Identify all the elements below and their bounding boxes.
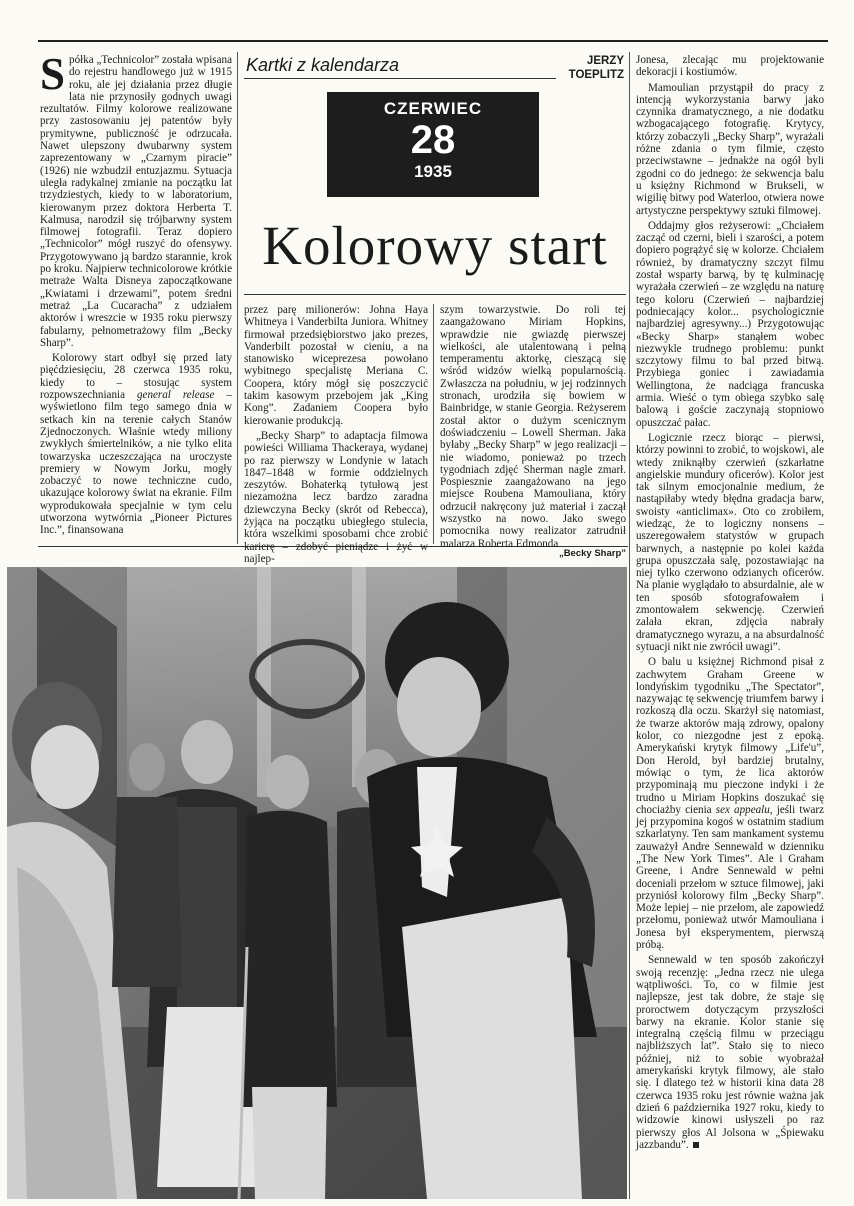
paragraph: Sennewald w ten sposób zakończył swoją recenzję: „Jedna rzecz nie ulega wątpliwości. To, co w filmie jest najlepsze, jest tak dobre, że staje się proroctwem dotyczącym przyszłości barwy na ekranie. Kolor stanie się integralną częścią filmu w przeciągu najbliższych lat”. Stało się to nieco później, niż to sobie wyobrażał amerykański krytyk filmowy, ale stało się. I dlatego też w historii kina data 28 czerwca 1935 roku jest równie ważna jak dzień 6 października 1927 roku, kiedy to widzowie kinowi usłyszeli po raz pierwszy głos Al Jolsona w „Śpiewaku jazzbandu”. — [636, 954, 824, 1151]
column-divider-1 — [237, 52, 238, 544]
drop-cap: S — [40, 49, 66, 99]
paragraph: szym towarzystwie. Do roli tej zaangażowano Miriam Hopkins, wprawdzie nie gwiazdę pierwszej wielkości, ale utalentowaną i pełną temperamentu aktorkę, cieszącą się wśród widzów wielką popularnością. Zwłaszcza na południu, w jej rodzinnych stronach, urodziła się bowiem w Bainbridge, w stanie Georgia. Reżyserem został aktor o dużym scenicznym doświadczeniu – Lowell Sherman. Jaka byłaby „Becky Sharp” w jego realizacji – nie wiadomo, ponieważ po trzech tygodniach zdjęć Sherman nagle zmarł. Pospiesznie zaangażowano na jego miejsce Roubena Mamouliana, który odrzucił nakręcony już materiał i zaczął wszystko na nowo. Jako swego pomocnika nowy realizator zatrudnił malarza Roberta Edmonda — [440, 304, 626, 550]
section-kicker: Kartki z kalendarza — [246, 55, 400, 75]
date-month: CZERWIEC — [383, 99, 483, 118]
paragraph: Logicznie rzecz biorąc – pierwsi, którzy powinni to zrobić, to wojskowi, ale wtedy zniknąłby czerwień (szkarłatne angielskie mundury oficerów). Kolor jest tak silnym emocjonalnie medium, że nastąpiłaby wtedy błędna gradacja barw, swoisty «anticlimax». Oto co zrobiłem, wiedząc, że to logiczny nonsens – uszeregowałem statystów w grupach barwnych, a następnie po kolei każda grupa opuszczała salę, pozostawiając na niej tylko czerwono odzianych oficerów. Na planie wyglądało to absurdalnie, ale w ten sposób sfotografowałem i zmontowałem sekwencję. Czerwień zalała ekran, zdjęcia nabrały dramatycznego wyrazu, a na absurdalność sytuacji nikt nie zwrócił uwagi”. — [636, 431, 824, 653]
headline-rule — [244, 294, 626, 295]
paragraph: Mamoulian przystąpił do pracy z intencją wykorzystania barwy jako czynnika dramatycznego, a nie dodatku wzbogacającego fotografię. Krytycy, którzy zobaczyli „Becky Sharp”, wyrażali różne zdania o tym filmie, często przeciwstawne – jednakże na ogół byli zgodni co do jednego: że sekwencja balu u księżny Richmond w Brukseli, w wigilię bitwy pod Waterloo, otwiera nowe artystyczne perspektywy sztuki filmowej. — [636, 81, 824, 217]
top-rule — [38, 40, 828, 42]
date-year: 1935 — [414, 162, 452, 181]
author-byline: JERZY TOEPLITZ — [568, 55, 624, 81]
headline: Kolorowy start — [262, 215, 608, 276]
kicker-underline — [244, 78, 556, 79]
end-of-article-mark — [693, 1142, 699, 1148]
paragraph: Oddajmy głos reżyserowi: „Chciałem zacząć od czerni, bieli i szarości, a potem dopiero pogrążyć się w kolorze. Chciałem również, by dramatyczny szczyt filmu został wsparty barwą, by tę kulminację wyrażała czerwień – ze względu na naturę tego koloru (Czerwień – najbardziej podniecający kolor... psychologicznie najbardziej agresywny...) Przygotowując «Becky Sharp» stanąłem wobec niezwykle trudnego problemu: punkt szczytowy filmu to bal przed bitwą. Przybiega goniec i zawiadamia Wellingtona, że nadciąga francuska armia. Wieść o tym obiega szybko salę balową i goście zaczynają stopniowo opuszczać pałac. — [636, 219, 824, 429]
date-box — [327, 92, 539, 197]
column-divider-3 — [629, 52, 630, 1199]
article-column-1 — [40, 49, 232, 542]
article-column-3 — [440, 304, 626, 550]
paragraph: Spółka „Technicolor” została wpisana do rejestru handlowego już w 1915 roku, ale jej działania przez długie lata nie przynosiły godnych uwagi rezultatów. Filmy kolorowe realizowane przy zastosowaniu jej patentów były prymitywne, publiczność je odrzucała. Nawet ulepszony dwubarwny system zaprezentowany w „Czarnym piracie” (1926) nie wzbudził entuzjazmu. Sytuacja uległa radykalnej zmianie na początku lat trzydziestych, kiedy to w laboratorium, kierowanym przez doktora Herberta T. Kalmusa, narodził się trójbarwny system filmowej fotografii. Teraz dopiero „Technicolor” mógł ruszyć do ofensywy. Przygotowywano ją bardzo starannie, krok po kroku. Najpierw technicolorowe krótkie metraże Walta Disneya zapoczątkowane „Kwiatami i drzewami”, potem średni metraż „La Cucaracha” z udziałem aktorów i wreszcie w 1935 roku pierwszy fabularny, pełnometrażowy film „Becky Sharp”. — [40, 49, 232, 349]
film-still-photo — [7, 567, 627, 1199]
photo-caption: „Becky Sharp” — [558, 548, 626, 559]
paragraph: Kolorowy start odbył się przed laty pięćdziesięciu, 28 czerwca 1935 roku, kiedy to – stosując system rozpowszechniania general release – wyświetlono film tego samego dnia w setkach kin na terenie całych Stanów Zjednoczonych. Właśnie wtedy miliony zwykłych śmiertelników, a nie tylko elita towarzyska uczeszczająca na uroczyste premiery w Nowym Jorku, mogły zobaczyć to nowe techniczne cudo, ukazujące kolorowy świat na ekranie. Film wyprodukowała specjalnie w tym celu utworzona wytwórnia „Pioneer Pictures Inc.”, finansowana — [40, 352, 232, 537]
date-day: 28 — [410, 118, 456, 162]
paragraph: Jonesa, zlecając mu projektowanie dekoracji i kostiumów. — [636, 54, 824, 79]
article-column-2 — [244, 304, 428, 565]
paragraph: „Becky Sharp” to adaptacja filmowa powieści Williama Thackeraya, wydanej po raz pierwszy w Londynie w latach 1847–1848 w formie oddzielnych zeszytów. Bohaterką tytułową jest niezamożna lecz bardzo zaradna dziewczyna Becky (skrót od Rebecca), żyjąca na początku ubiegłego stulecia, która wszelkimi sposobami chce zrobić karierę – zdobyć pieniądze i żyć w najlep- — [244, 429, 428, 565]
paragraph: przez parę milionerów: Johna Haya Whitneya i Vanderbilta Juniora. Whitney firmował przedsiębiorstwo jako prezes, Vanderbilt pozostał w cieniu, a na stanowisko wiceprezesa powołano wybitnego specjalistę Meriana C. Coopera, który mógł się poszczycić takim kasowym przebojem jak „King Kong”. Zadaniem Coopera było kierowanie produkcją. — [244, 304, 428, 427]
column-divider-2 — [433, 304, 434, 544]
film-still-illustration — [7, 567, 627, 1199]
article-column-4 — [636, 54, 824, 1199]
paragraph: O balu u księżnej Richmond pisał z zachwytem Graham Greene w londyńskim tygodniku „The Spectator”, nazywając tę sekwencję triumfem barwy i rozkoszą dla oczu. Skarżył się natomiast, że twarze aktorów mają zdrowy, opalony kolor, co niezgodne jest z epoką. Amerykański krytyk filmowy „Life'u”, Don Herold, był bardziej brutalny, mówiąc o tym, że lica aktorów przypominają mu pieczone indyki i że trudno u Miriam Hopkins doszukać się chociażby cienia sex appealu, jeśli twarz jej przypomina kogoś w ostatnim stadium szkarlatyny. Ten sam mankament systemu zauważył Andre Sennewald w dzienniku „The New York Times”. Ale i Graham Greene, i Andre Sennewald w pełni doceniali przełom w sztuce filmowej, jaki przyniósł kolorowy film „Becky Sharp”. Może lepiej – nie przełom, ale zapowiedź przełomu, ponieważ utwór Mamouliana i Jonesa był eksperymentem, pierwszą próbą. — [636, 656, 825, 952]
